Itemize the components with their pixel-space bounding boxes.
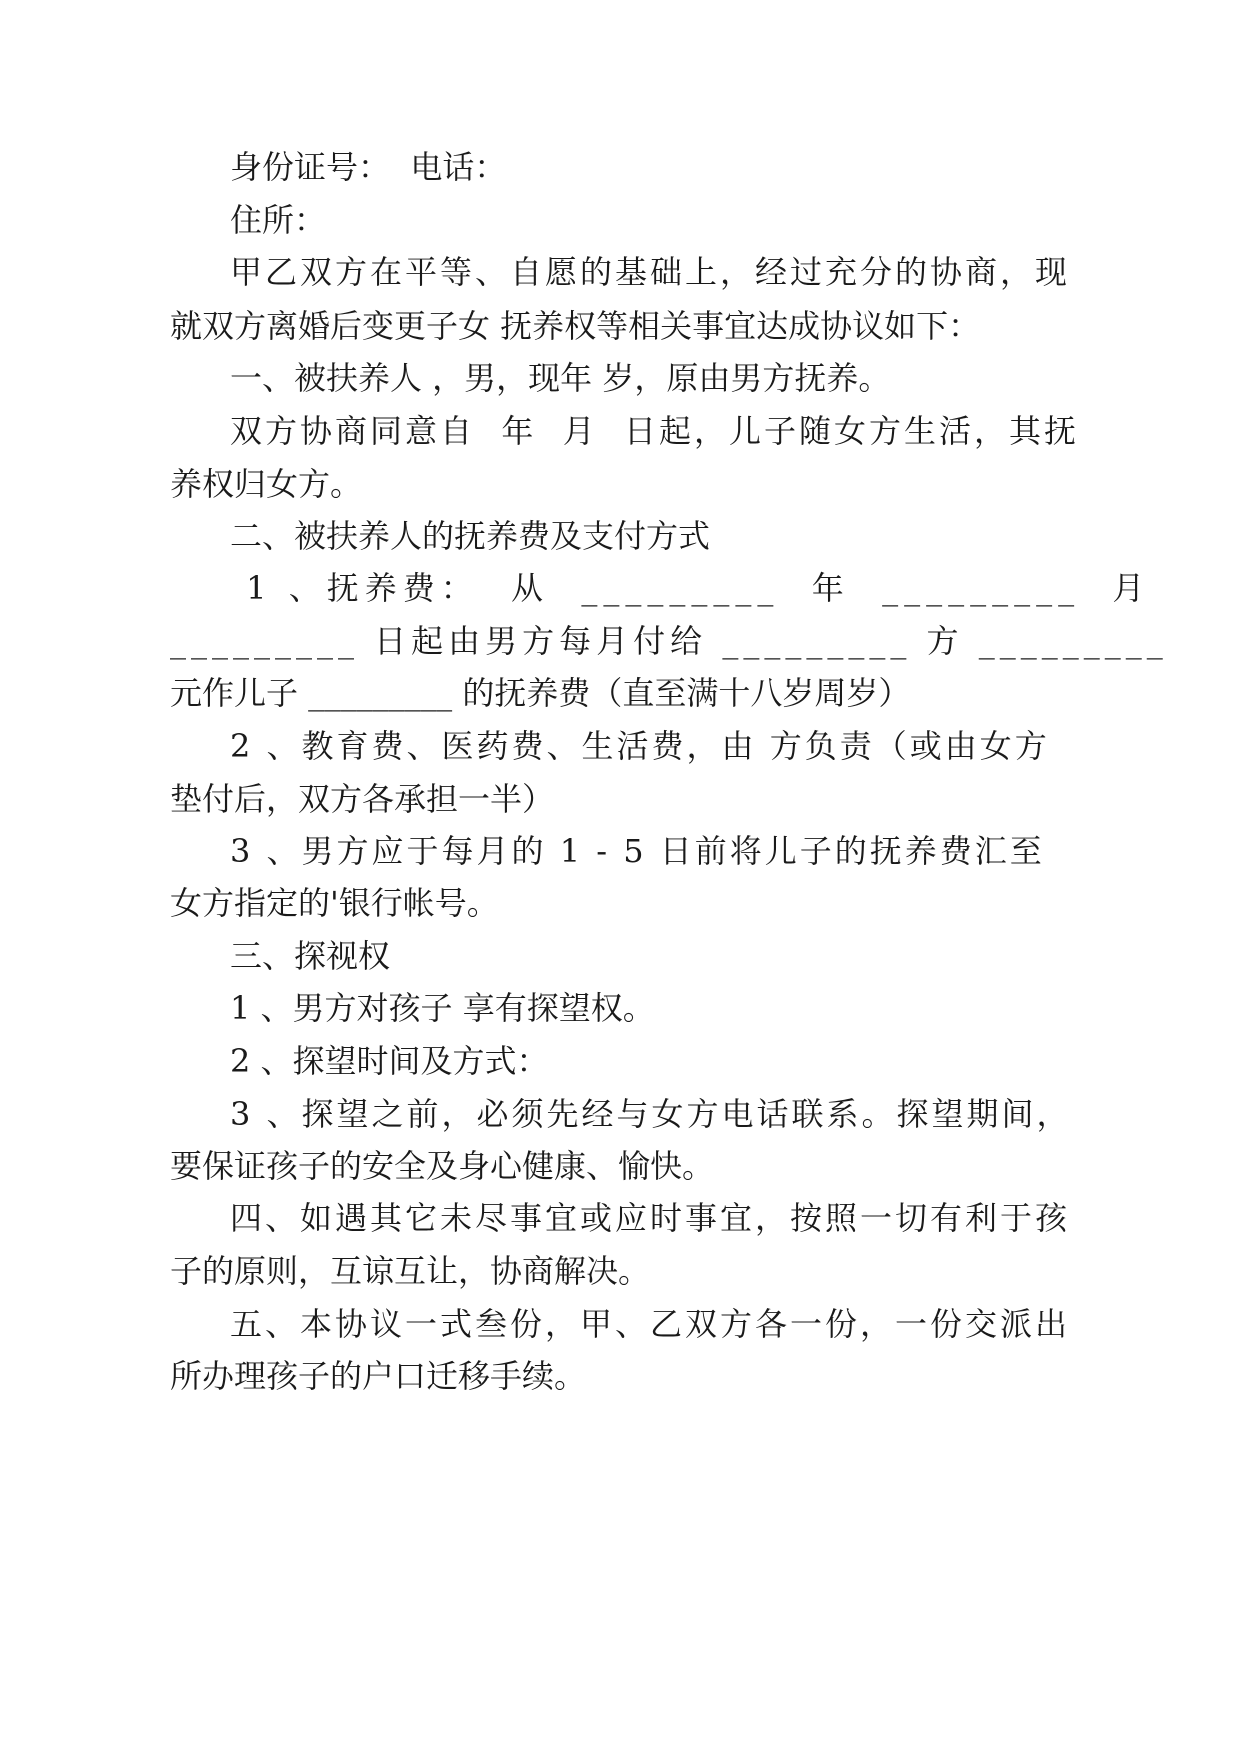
- custody-line-2: 养权归女方。: [170, 465, 363, 503]
- payment-line-2: 女方指定的'银行帐号。: [170, 884, 499, 922]
- address-line: 住所：: [230, 201, 327, 239]
- clause-4-line-1: 四、如遇其它未尽事宜或应时事宜，按照一切有利于孩: [230, 1199, 1071, 1237]
- payment-line-1: 3 、男方应于每月的 1 - 5 日前将儿子的抚养费汇至: [230, 832, 1045, 870]
- clause-3-heading: 三、探视权: [230, 937, 391, 975]
- visitation-item-1: 1 、男方对孩子 享有探望权。: [230, 989, 655, 1027]
- clause-2-heading: 二、被扶养人的抚养费及支付方式: [230, 517, 711, 555]
- expenses-line-2: 垫付后，双方各承担一半）: [170, 780, 555, 818]
- support-fee-line-2: _________ 日起由男方每月付给 _________ 方 _________: [170, 622, 1168, 660]
- expenses-line-1: 2 、教育费、医药费、生活费，由 方负责（或由女方: [230, 727, 1050, 765]
- visitation-item-3-line-2: 要保证孩子的安全及身心健康、愉快。: [170, 1147, 715, 1185]
- clause-4-line-2: 子的原则，互谅互让，协商解决。: [170, 1252, 651, 1290]
- support-fee-line-3: 元作儿子 _________ 的抚养费（直至满十八岁周岁）: [170, 674, 911, 712]
- visitation-item-2: 2 、探望时间及方式：: [230, 1042, 549, 1080]
- clause-5-line-2: 所办理孩子的户口迁移手续。: [170, 1357, 587, 1395]
- support-fee-line-1: 1 、抚养费： 从 _________ 年 _________ 月: [230, 569, 1151, 607]
- visitation-item-3-line-1: 3 、探望之前，必须先经与女方电话联系。探望期间，: [230, 1095, 1072, 1133]
- id-phone-line: 身份证号： 电话：: [230, 148, 507, 186]
- custody-line-1: 双方协商同意自 年 月 日起，儿子随女方生活，其抚: [230, 412, 1080, 450]
- clause-5-line-1: 五、本协议一式叁份，甲、乙双方各一份，一份交派出: [230, 1305, 1071, 1343]
- clause-1-line: 一、被扶养人 ，男，现年 岁，原由男方抚养。: [230, 359, 891, 397]
- paragraph-intro-line-1: 甲乙双方在平等、自愿的基础上，经过充分的协商，现: [230, 253, 1071, 291]
- paragraph-intro-line-2: 就双方离婚后变更子女 抚养权等相关事宜达成协议如下：: [170, 307, 981, 345]
